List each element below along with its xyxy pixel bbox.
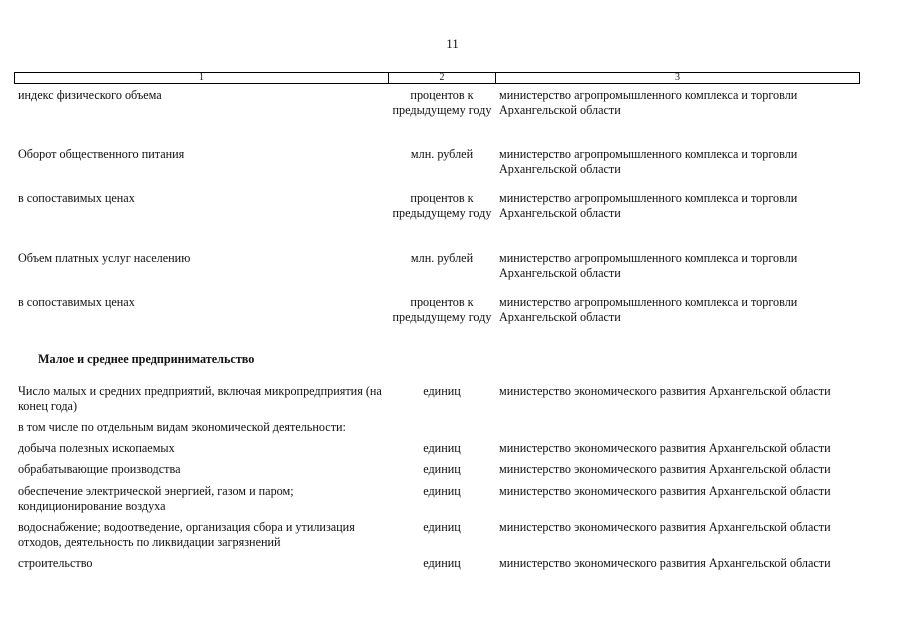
indicator-name: Число малых и средних предприятий, включая микропредприятия (на конец года) xyxy=(18,384,382,413)
responsible-body: министерство экономического развития Архангельской области xyxy=(499,462,831,476)
unit: млн. рублей xyxy=(410,251,474,265)
indicator-name: Оборот общественного питания xyxy=(18,147,185,161)
unit: единиц xyxy=(423,462,461,476)
responsible-body: министерство экономического развития Архангельской области xyxy=(499,556,831,570)
indicator-name: в том числе по отдельным видам экономической деятельности: xyxy=(18,420,346,434)
indicator-name: в сопоставимых ценах xyxy=(18,191,135,205)
header-col-3: 3 xyxy=(675,72,680,83)
responsible-body: министерство агропромышленного комплекса и торговли Архангельской области xyxy=(499,88,798,117)
unit: единиц xyxy=(423,520,461,534)
responsible-body: министерство агропромышленного комплекса и торговли Архангельской области xyxy=(499,147,798,176)
indicator-name: строительство xyxy=(18,556,93,570)
unit: процентов к предыдущему году xyxy=(392,295,492,324)
responsible-body: министерство экономического развития Архангельской области xyxy=(499,520,831,534)
unit: единиц xyxy=(423,384,461,398)
unit: процентов к предыдущему году xyxy=(392,191,492,220)
responsible-body: министерство агропромышленного комплекса и торговли Архангельской области xyxy=(499,191,798,220)
indicator-name: в сопоставимых ценах xyxy=(18,295,135,309)
unit: млн. рублей xyxy=(410,147,474,161)
responsible-body: министерство экономического развития Архангельской области xyxy=(499,484,831,498)
responsible-body: министерство экономического развития Архангельской области xyxy=(499,384,831,398)
section-title: Малое и среднее предпринимательство xyxy=(38,352,255,366)
responsible-body: министерство агропромышленного комплекса и торговли Архангельской области xyxy=(499,295,798,324)
page-number: 11 xyxy=(446,36,459,51)
indicator-name: Объем платных услуг населению xyxy=(18,251,191,265)
unit: процентов к предыдущему году xyxy=(392,88,492,117)
unit: единиц xyxy=(423,556,461,570)
unit: единиц xyxy=(423,484,461,498)
responsible-body: министерство экономического развития Архангельской области xyxy=(499,441,831,455)
header-col-1: 1 xyxy=(15,73,389,83)
indicator-name: добыча полезных ископаемых xyxy=(18,441,175,455)
header-col-2: 2 xyxy=(389,73,496,83)
indicator-name: обеспечение электрической энергией, газом и паром; кондиционирование воздуха xyxy=(18,484,294,513)
indicator-name: водоснабжение; водоотведение, организация сбора и утилизация отходов, деятельность по ликвидации загрязнений xyxy=(18,520,355,549)
indicator-name: индекс физического объема xyxy=(18,88,162,102)
responsible-body: министерство агропромышленного комплекса и торговли Архангельской области xyxy=(499,251,798,280)
indicator-name: обрабатывающие производства xyxy=(18,462,181,476)
table-header xyxy=(14,72,860,84)
unit: единиц xyxy=(423,441,461,455)
